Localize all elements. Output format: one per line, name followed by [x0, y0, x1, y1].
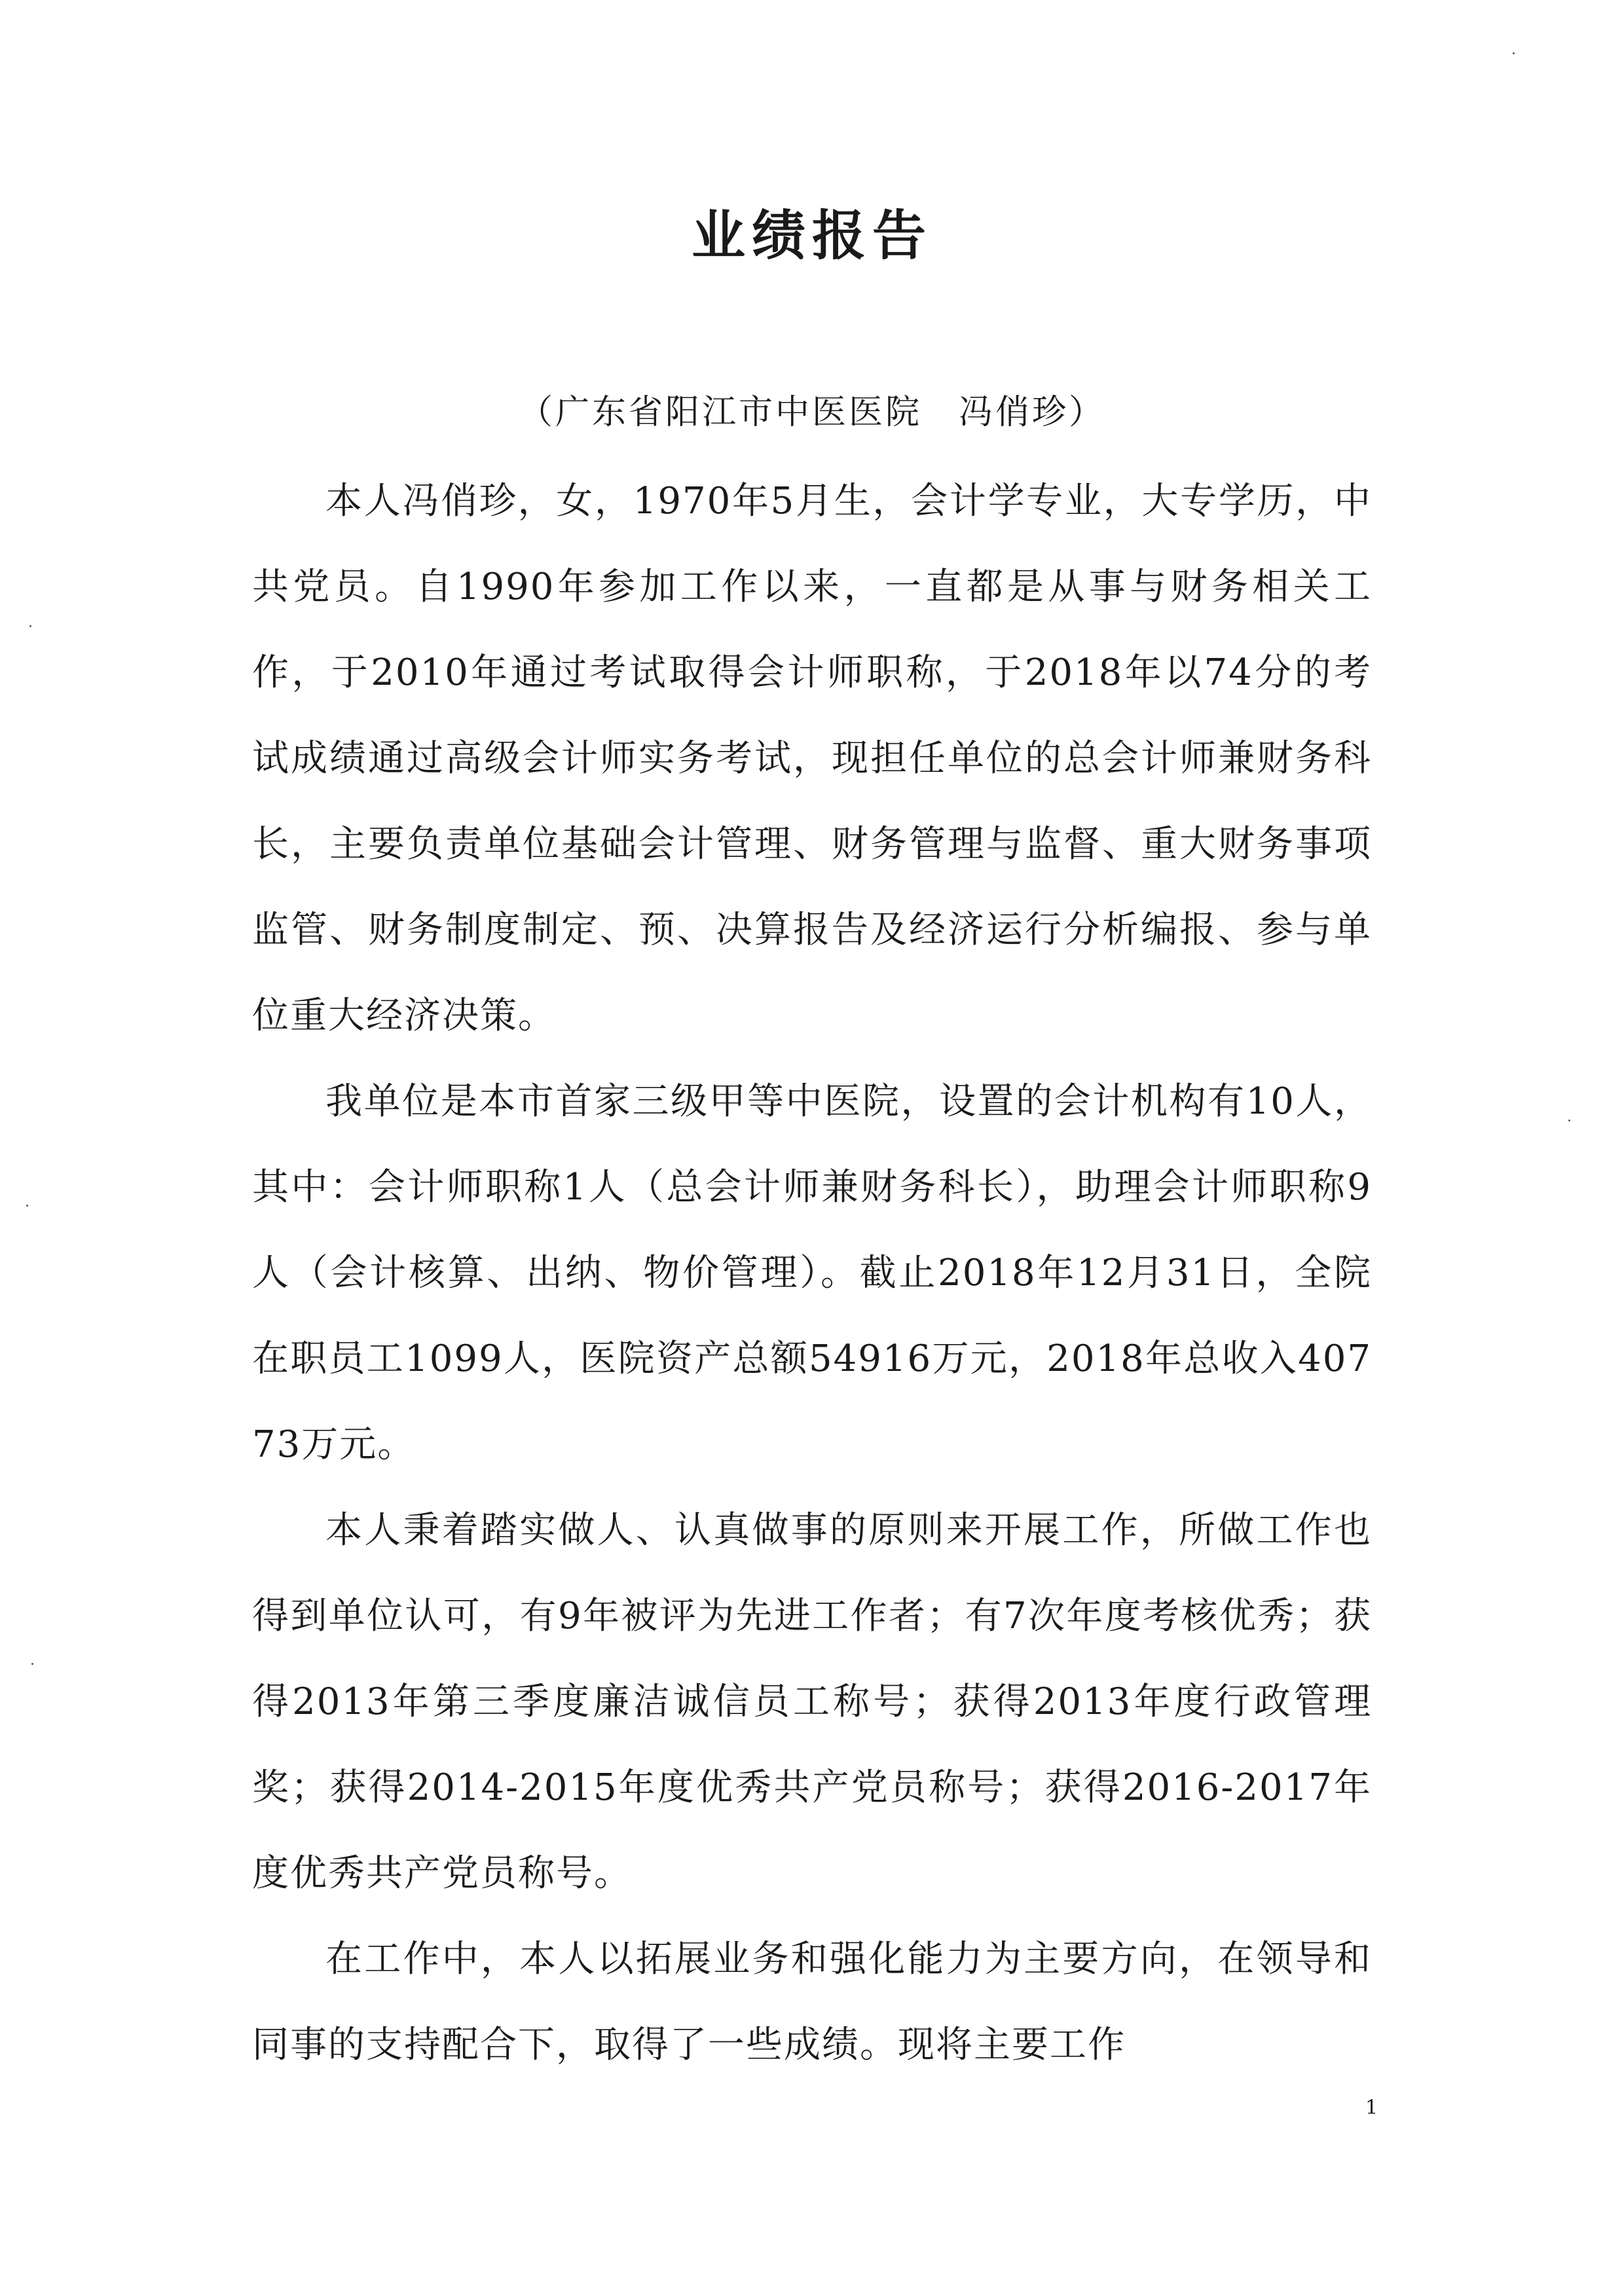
page-number: 1: [1365, 2096, 1378, 2119]
paragraph-personal-info: 本人冯俏珍，女，1970年5月生，会计学专业，大专学历，中共党员。自1990年参加工作以来，一直都是从事与财务相关工作，于2010年通过考试取得会计师职称，于2018年以74分的考试成绩通过高级会计师实务考试，现担任单位的总会计师兼财务科长，主要负责单位基础会计管理、财务管理与监督、重大财务事项监管、财务制度制定、预、决算报告及经济运行分析编报、参与单位重大经济决策。: [252, 480, 1372, 1037]
document-title: 业绩报告: [691, 204, 932, 267]
paragraph-unit-info: 我单位是本市首家三级甲等中医院，设置的会计机构有10人，其中：会计师职称1人（总会计师兼财务科长），助理会计师职称9人（会计核算、出纳、物价管理）。截止2018年12月31日，全院在职员工1099人，医院资产总额54916万元，2018年总收入40773万元。: [252, 1080, 1373, 1466]
author-affiliation: （广东省阳江市中医医院 冯俏珍）: [518, 393, 1105, 432]
paragraph-work-summary: 在工作中，本人以拓展业务和强化能力为主要方向，在领导和同事的支持配合下，取得了一些成绩。现将主要工作: [252, 1938, 1372, 2066]
paragraph-honors: 本人秉着踏实做人、认真做事的原则来开展工作，所做工作也得到单位认可，有9年被评为先进工作者；有7次年度考核优秀；获得2013年第三季度廉洁诚信员工称号；获得2013年度行政管理奖；获得2014-2015年度优秀共产党员称号；获得2016-2017年度优秀共产党员称号。: [252, 1509, 1372, 1895]
report-body: [252, 458, 1372, 2088]
